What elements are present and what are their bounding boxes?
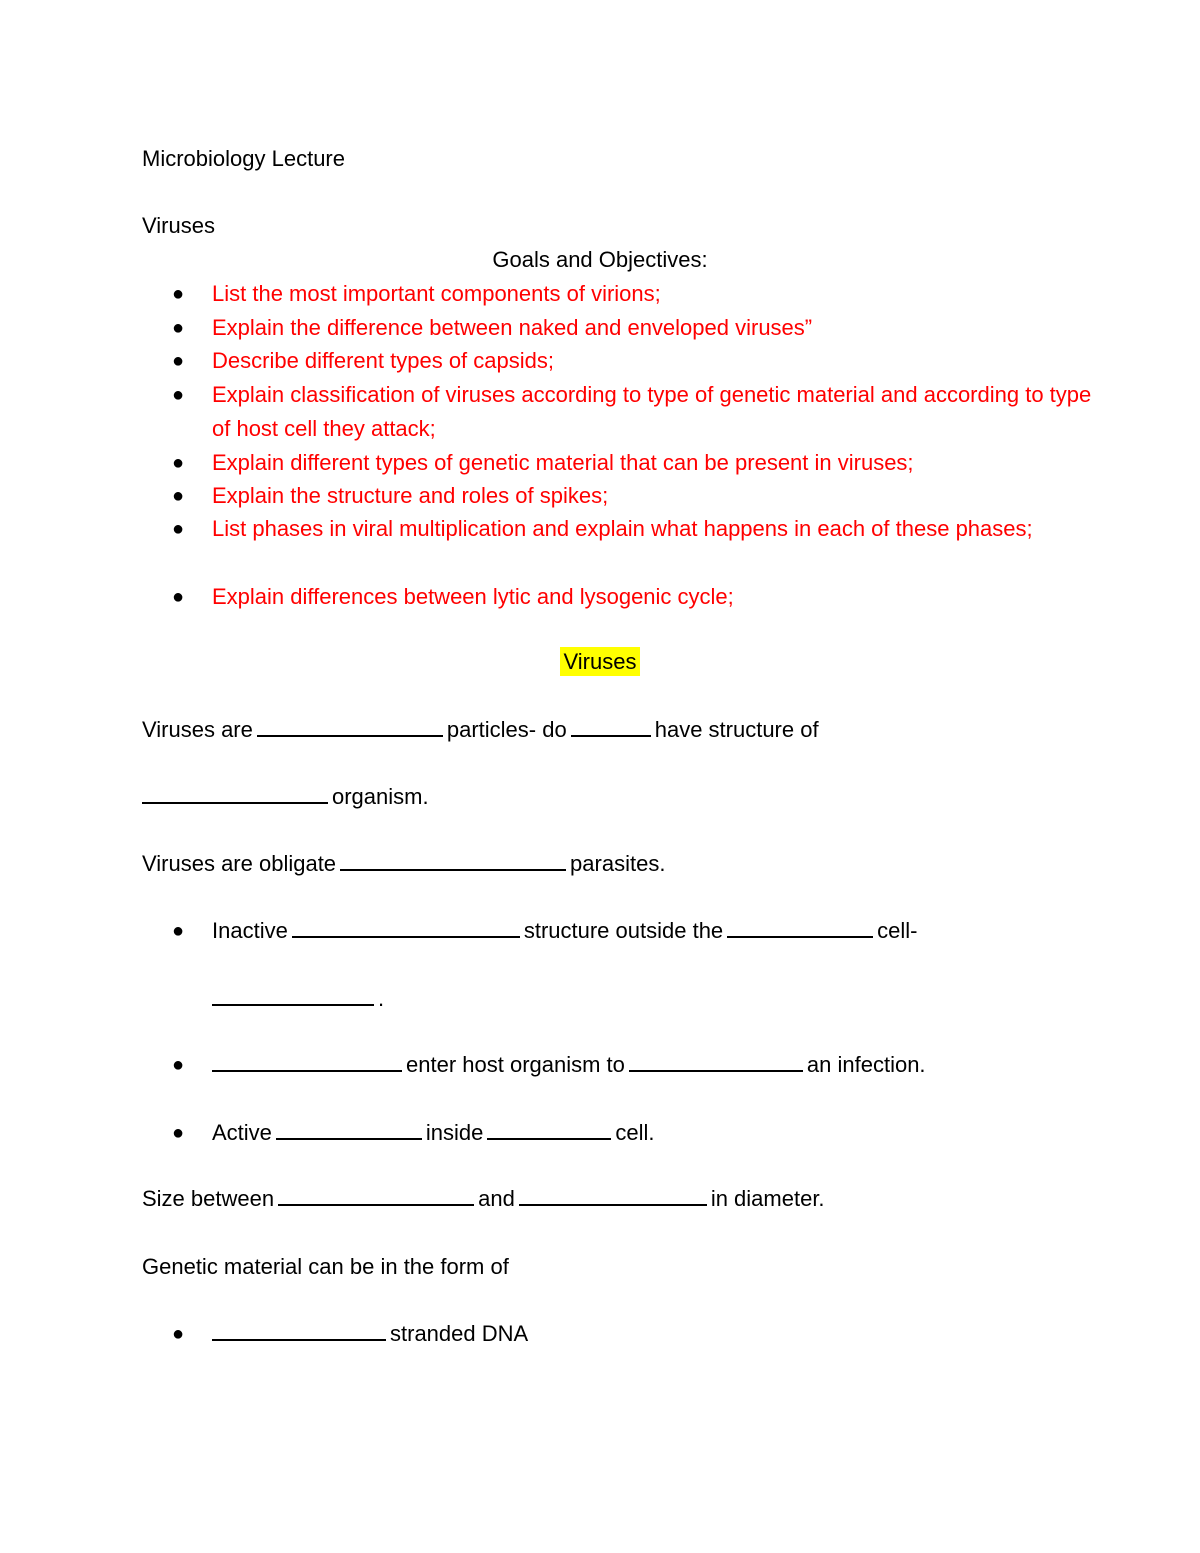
objective-item: Explain the structure and roles of spikes; [212,483,609,508]
bullet-inactive: Inactive structure outside the cell- [212,918,918,943]
bullet-icon: ● [172,920,185,942]
objective-item: Explain different types of genetic material that can be present in viruses; [212,450,914,475]
bullet-icon: ● [172,452,185,474]
bullet-icon: ● [172,586,185,608]
goals-heading: Goals and Objectives: [492,247,708,272]
blank-field [571,715,651,737]
bullet-icon: ● [172,518,185,540]
objective-item: Describe different types of capsids; [212,348,554,373]
blank-field [278,1184,474,1206]
blank-field [487,1118,611,1140]
sentence-size: Size between and in diameter. [142,1186,825,1211]
bullet-icon: ● [172,350,185,372]
bullet-icon: ● [172,1323,185,1345]
blank-field [727,916,873,938]
blank-field [292,916,520,938]
blank-field [629,1050,803,1072]
blank-field [519,1184,707,1206]
blank-field [212,1319,386,1341]
bullet-stranded-dna: stranded DNA [212,1319,528,1349]
blank-field [142,782,328,804]
course-title: Microbiology Lecture [142,146,345,171]
sentence-viruses-are: Viruses are particles- do have structure of [142,717,819,742]
blank-field [276,1118,422,1140]
bullet-icon: ● [172,485,185,507]
blank-field [340,849,566,871]
blank-field [257,715,443,737]
bullet-active: Active inside cell. [212,1120,655,1145]
objective-item: List phases in viral multiplication and explain what happens in each of these phases; [212,516,1033,541]
bullet-icon: ● [172,317,185,339]
objective-item: Explain classification of viruses according to type of genetic material and according to type of host cell they attack; [212,382,1092,441]
bullet-icon: ● [172,1054,185,1076]
blank-field [212,984,374,1006]
sentence-organism: organism. [142,782,429,812]
objective-item: Explain the difference between naked and enveloped viruses” [212,315,813,340]
sentence-obligate: Viruses are obligate parasites. [142,851,666,876]
sentence-genetic-material: Genetic material can be in the form of [142,1254,509,1279]
bullet-icon: ● [172,1122,185,1144]
section-title-highlight: Viruses [560,647,641,676]
bullet-inactive-continued: . [212,984,384,1014]
bullet-icon: ● [172,283,185,305]
blank-field [212,1050,402,1072]
bullet-icon: ● [172,384,185,406]
topic-label: Viruses [142,213,215,238]
objective-item: Explain differences between lytic and lysogenic cycle; [212,584,734,609]
section-title [0,647,1200,677]
bullet-enter-host: enter host organism to an infection. [212,1050,926,1080]
objective-item: List the most important components of virions; [212,281,661,306]
